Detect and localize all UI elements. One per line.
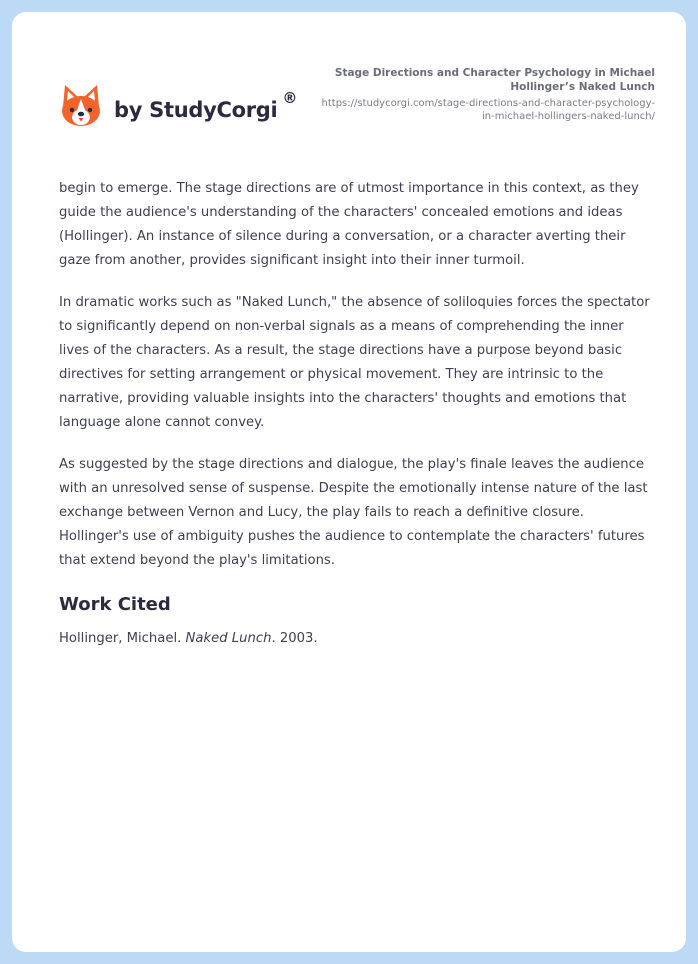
citation-entry — [59, 627, 657, 651]
body-paragraph: begin to emerge. The stage directions are of utmost importance in this context, as they guide the audience's understanding of the characters' concealed emotions and ideas (Hollinger). An instance of silence during a conversation, or a character averting their gaze from another, provides significant insight into their inner turmoil. — [59, 181, 639, 268]
corgi-logo-icon — [60, 83, 102, 129]
citation-title: Naked Lunch — [185, 631, 272, 646]
document-url[interactable]: https://studycorgi.com/stage-directions-and-character-psychology-in-michael-hollingers-naked-lunch/ — [321, 98, 655, 122]
body-paragraph: In dramatic works such as "Naked Lunch," the absence of soliloquies forces the spectator to significantly depend on non-verbal signals as a means of comprehending the inner lives of the characters. As a result, the stage directions have a purpose beyond basic directives for setting arrangement or physical movement. They are intrinsic to the narrative, providing valuable insights into the characters' thoughts and emotions that language alone cannot convey. — [59, 295, 650, 430]
body-paragraph: As suggested by the stage directions and dialogue, the play's finale leaves the audience with an unresolved sense of suspense. Despite the emotionally intense nature of the last exchange between Vernon and Lucy, the play fails to reach a definitive closure. Hollinger's use of ambiguity pushes the audience to contemplate the characters' futures that extend beyond the play's limitations. — [59, 457, 648, 568]
document-title: Stage Directions and Character Psychology in Michael Hollinger’s Naked Lunch — [334, 67, 655, 93]
registered-mark: ® — [282, 89, 298, 107]
citation-rest: . 2003. — [271, 631, 318, 646]
document-page — [12, 12, 686, 952]
works-cited-heading: Work Cited — [59, 594, 171, 615]
citation-author: Hollinger, Michael. — [59, 631, 182, 646]
studycorgi-logo[interactable] — [60, 76, 297, 136]
document-body — [59, 177, 657, 669]
logo-text: by StudyCorgi — [114, 98, 278, 122]
header-meta — [315, 66, 655, 123]
